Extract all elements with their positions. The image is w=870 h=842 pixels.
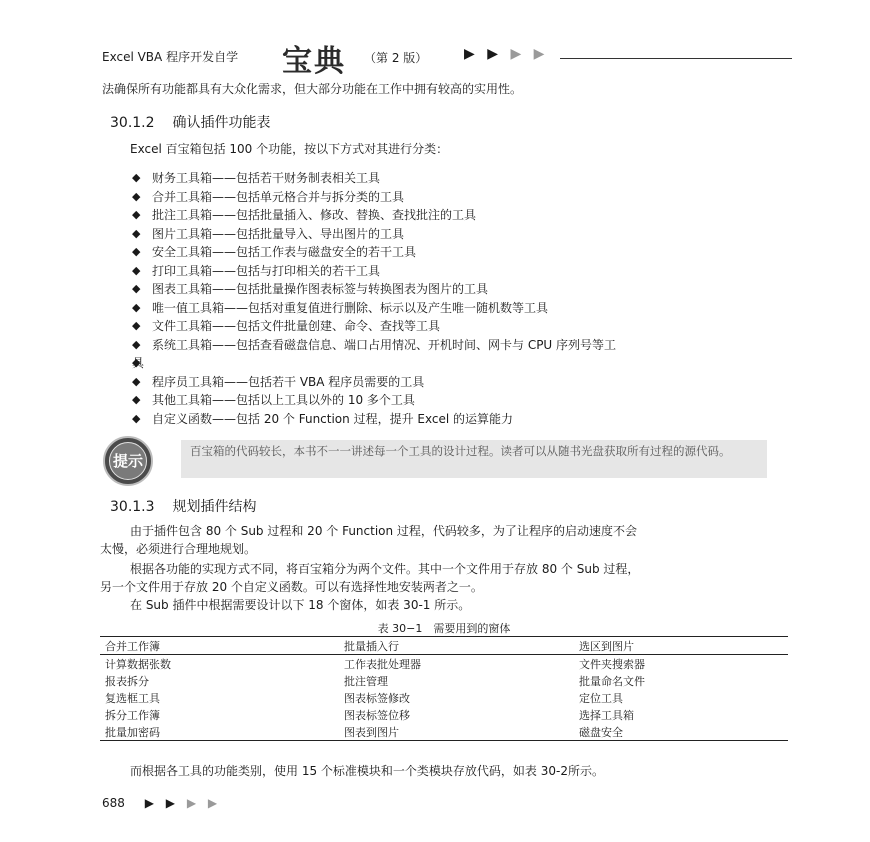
paragraph-line: 根据各功能的实现方式不同，将百宝箱分为两个文件。其中一个文件用于存放 80 个 Sub 过程，	[130, 562, 640, 576]
list-item: ◆ 图表工具箱——包括批量操作图表标签与转换图表为图片的工具	[130, 280, 794, 299]
table-cell: 批量加密码	[100, 723, 339, 741]
section-heading-30-1-3	[110, 496, 257, 516]
header-arrows-icon: ▶ ▶ ▶ ▶	[464, 46, 549, 62]
table-header-row	[100, 637, 788, 655]
list-item: ◆ 打印工具箱——包括与打印相关的若干工具	[130, 262, 794, 281]
footer-arrows-icon: ▶ ▶ ▶ ▶	[144, 796, 222, 810]
list-item: ◆ 合并工具箱——包括单元格合并与拆分类的工具	[130, 188, 794, 207]
intro-text: 法确保所有功能都具有大众化需求，但大部分功能在工作中拥有较高的实用性。	[102, 82, 523, 96]
table-row	[100, 723, 788, 741]
table-caption: 表 30−1 需要用到的窗体	[377, 622, 511, 635]
list-item: ◆ 文件工具箱——包括文件批量创建、命令、查找等工具	[130, 317, 794, 336]
page-footer	[102, 796, 221, 810]
tip-box	[181, 440, 767, 478]
table-cell: 计算数据张数	[105, 657, 171, 671]
table-cell: 磁盘安全	[574, 723, 788, 741]
page-number: 688	[102, 796, 125, 810]
book-edition: （第 2 版）	[364, 51, 428, 65]
list-item: ◆ 财务工具箱——包括若干财务制表相关工具	[130, 169, 794, 188]
list-item: ◆ 系统工具箱——包括查看磁盘信息、端口占用情况、开机时间、网卡与 CPU 序列号等工	[130, 336, 794, 355]
list-item: ◆ 批注工具箱——包括批量插入、修改、替换、查找批注的工具	[130, 206, 794, 225]
toolbox-list	[130, 169, 794, 428]
tip-text: 百宝箱的代码较长，本书不一一讲述每一个工具的设计过程。读者可以从随书光盘获取所有过程的源代码。	[190, 444, 731, 458]
tip-label: 提示	[112, 452, 143, 470]
table-row	[100, 655, 788, 673]
table-cell: 图表到图片	[339, 723, 574, 741]
table-cell: 工作表批处理器	[344, 657, 421, 671]
list-item-continuation: ◆ 具	[130, 354, 794, 373]
table-cell: 选择工具箱	[579, 708, 634, 722]
list-item: ◆ 其他工具箱——包括以上工具以外的 10 多个工具	[130, 391, 794, 410]
section-lead: Excel 百宝箱包括 100 个功能，按以下方式对其进行分类：	[130, 142, 449, 156]
table-cell: 定位工具	[579, 691, 623, 705]
table-cell: 图表标签位移	[344, 708, 410, 722]
list-item: ◆ 安全工具箱——包括工作表与磁盘安全的若干工具	[130, 243, 794, 262]
table-cell: 复选框工具	[105, 691, 160, 705]
closing-text: 而根据各工具的功能类别，使用 15 个标准模块和一个类模块存放代码，如表 30-2所示。	[130, 764, 604, 778]
table-cell: 批量命名文件	[579, 674, 645, 688]
book-title-prefix: Excel VBA 程序开发自学	[102, 50, 239, 64]
paragraph-line: 另一个文件用于存放 20 个自定义函数。可以有选择性地安装两者之一。	[100, 580, 483, 594]
table-cell: 合并工作簿	[100, 637, 339, 655]
table-cell: 拆分工作簿	[105, 708, 160, 722]
list-item: ◆ 图片工具箱——包括批量导入、导出图片的工具	[130, 225, 794, 244]
table-cell: 图表标签修改	[344, 691, 410, 705]
forms-table	[100, 636, 788, 741]
paragraph-line: 由于插件包含 80 个 Sub 过程和 20 个 Function 过程，代码较多，为了让程序的启动速度不会	[130, 524, 637, 538]
table-cell: 选区到图片	[574, 637, 788, 655]
table-cell: 报表拆分	[105, 674, 149, 688]
section-title: 确认插件功能表	[172, 115, 271, 131]
table-row	[100, 672, 788, 689]
paragraph-line: 太慢，必须进行合理地规划。	[100, 542, 257, 556]
section-title: 规划插件结构	[172, 499, 257, 515]
table-row	[100, 689, 788, 706]
table-row	[100, 706, 788, 723]
header-rule	[560, 58, 792, 59]
paragraph-line: 在 Sub 插件中根据需要设计以下 18 个窗体，如表 30-1 所示。	[130, 598, 471, 612]
running-header	[102, 36, 792, 79]
section-heading-30-1-2	[110, 112, 271, 132]
table-cell: 文件夹搜索器	[579, 657, 645, 671]
list-item: ◆ 自定义函数——包括 20 个 Function 过程，提升 Excel 的运算能力	[130, 410, 794, 429]
table-cell: 批注管理	[344, 674, 388, 688]
section-number: 30.1.3	[110, 499, 155, 515]
section-number: 30.1.2	[110, 115, 155, 131]
list-item: ◆ 唯一值工具箱——包括对重复值进行删除、标示以及产生唯一随机数等工具	[130, 299, 794, 318]
tip-badge-icon	[103, 436, 153, 486]
list-item: ◆ 程序员工具箱——包括若干 VBA 程序员需要的工具	[130, 373, 794, 392]
table-cell: 批量插入行	[339, 637, 574, 655]
book-title-emphasis: 宝典	[282, 44, 346, 79]
